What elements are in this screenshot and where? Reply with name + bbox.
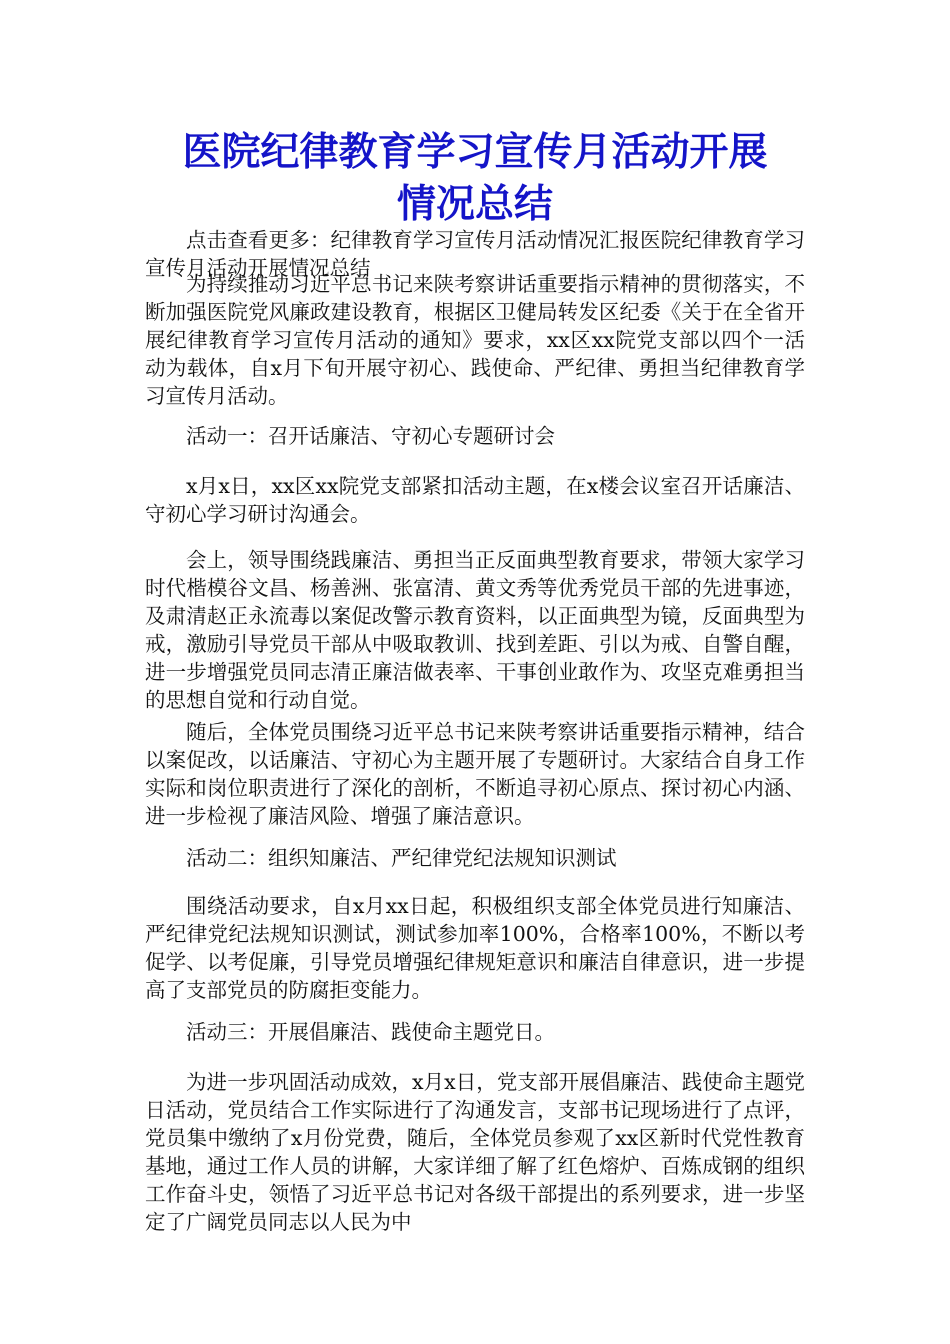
activity-one-paragraph-1: x月x日，xx区xx院党支部紧扣活动主题，在x楼会议室召开话廉洁、守初心学习研讨沟通会。 bbox=[145, 474, 805, 526]
activity-three-paragraph: 为进一步巩固活动成效，x月x日，党支部开展倡廉洁、践使命主题党日活动，党员结合工作实际进行了沟通发言，支部书记现场进行了点评，党员集中缴纳了x月份党费，随后，全体党员参观了xx区新时代党性教育基地，通过工作人员的讲解，大家详细了解了红色熔炉、百炼成钢的组织工作奋斗史，领悟了习近平总书记对各级干部提出的系列要求，进一步坚定了广阔党员同志以人民为中 bbox=[145, 1070, 805, 1234]
activity-one-paragraph-3: 随后，全体党员围绕习近平总书记来陕考察讲话重要指示精神，结合以案促改，以话廉洁、守初心为主题开展了专题研讨。大家结合自身工作实际和岗位职责进行了深化的剖析，不断追寻初心原点、探讨初心内涵、进一步检视了廉洁风险、增强了廉洁意识。 bbox=[145, 720, 805, 828]
activity-one-heading: 活动一：召开话廉洁、守初心专题研讨会 bbox=[186, 424, 555, 448]
activity-three-heading: 活动三：开展倡廉洁、践使命主题党日。 bbox=[186, 1020, 555, 1044]
activity-two-paragraph: 围绕活动要求，自x月xx日起，积极组织支部全体党员进行知廉洁、严纪律党纪法规知识测试，测试参加率100%，合格率100%，不断以考促学、以考促廉，引导党员增强纪律规矩意识和廉洁自律意识，进一步提高了支部党员的防腐拒变能力。 bbox=[145, 894, 805, 1002]
document-title-line-2: 情况总结 bbox=[396, 181, 553, 227]
activity-one-paragraph-2: 会上，领导围绕践廉洁、勇担当正反面典型教育要求，带领大家学习时代楷模谷文昌、杨善洲、张富清、黄文秀等优秀党员干部的先进事迹，及肃清赵正永流毒以案促改警示教育资料，以正面典型为镜，反面典型为戒，激励引导党员干部从中吸取教训、找到差距、引以为戒、自警自醒，进一步增强党员同志清正廉洁做表率、干事创业敢作为、攻坚克难勇担当的思想自觉和行动自觉。 bbox=[145, 548, 805, 712]
document-title-line-1: 医院纪律教育学习宣传月活动开展 bbox=[182, 129, 768, 175]
background-paragraph: 为持续推动习近平总书记来陕考察讲话重要指示精神的贯彻落实，不断加强医院党风廉政建设教育，根据区卫健局转发区纪委《关于在全省开展纪律教育学习宣传月活动的通知》要求，xx区xx院党支部以四个一活动为载体，自x月下旬开展守初心、践使命、严纪律、勇担当纪律教育学习宣传月活动。 bbox=[145, 272, 805, 408]
intro-paragraph: 点击查看更多：纪律教育学习宣传月活动情况汇报医院纪律教育学习宣传月活动开展情况总结 bbox=[145, 228, 805, 280]
activity-two-heading: 活动二：组织知廉洁、严纪律党纪法规知识测试 bbox=[186, 846, 617, 870]
